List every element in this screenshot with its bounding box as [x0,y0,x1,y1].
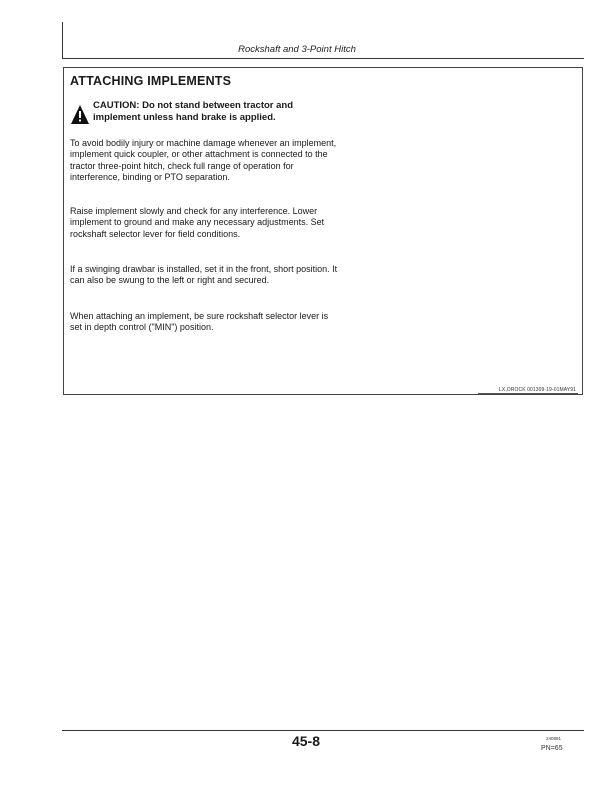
page-number: 45-8 [291,733,321,749]
reference-code: LX,OROCK 001309-19-01MAY91 [499,387,576,393]
header-rule [62,58,584,59]
page-header-title: Rockshaft and 3-Point Hitch [238,44,356,55]
paragraph-check-range: To avoid bodily injury or machine damage whenever an implement, implement quick coupler, or other attachment is connected to the tractor three-point hitch, check full range of operation for interference, binding or PTO separation. [70,138,337,182]
caution-block [70,100,340,126]
instruction-box [63,67,583,395]
warning-triangle-icon [70,104,90,126]
paragraph-raise-implement: Raise implement slowly and check for any interference. Lower implement to ground and make any necessary adjustments. Set rockshaft selector lever for field conditions. [70,206,325,239]
footer-rule [62,730,584,731]
footer-code: 240891 [546,736,562,741]
caution-text: CAUTION: Do not stand between tractor and implement unless hand brake is applied. [93,100,294,123]
paragraph-depth-control: When attaching an implement, be sure rockshaft selector lever is set in depth control ("MIN") position. [70,311,329,333]
reference-underline [478,393,578,394]
paragraph-swinging-drawbar: If a swinging drawbar is installed, set it in the front, short position. It can also be swung to the left or right and secured. [70,264,338,286]
section-heading: ATTACHING IMPLEMENTS [70,74,232,88]
footer-pn: PN=65 [541,745,563,752]
